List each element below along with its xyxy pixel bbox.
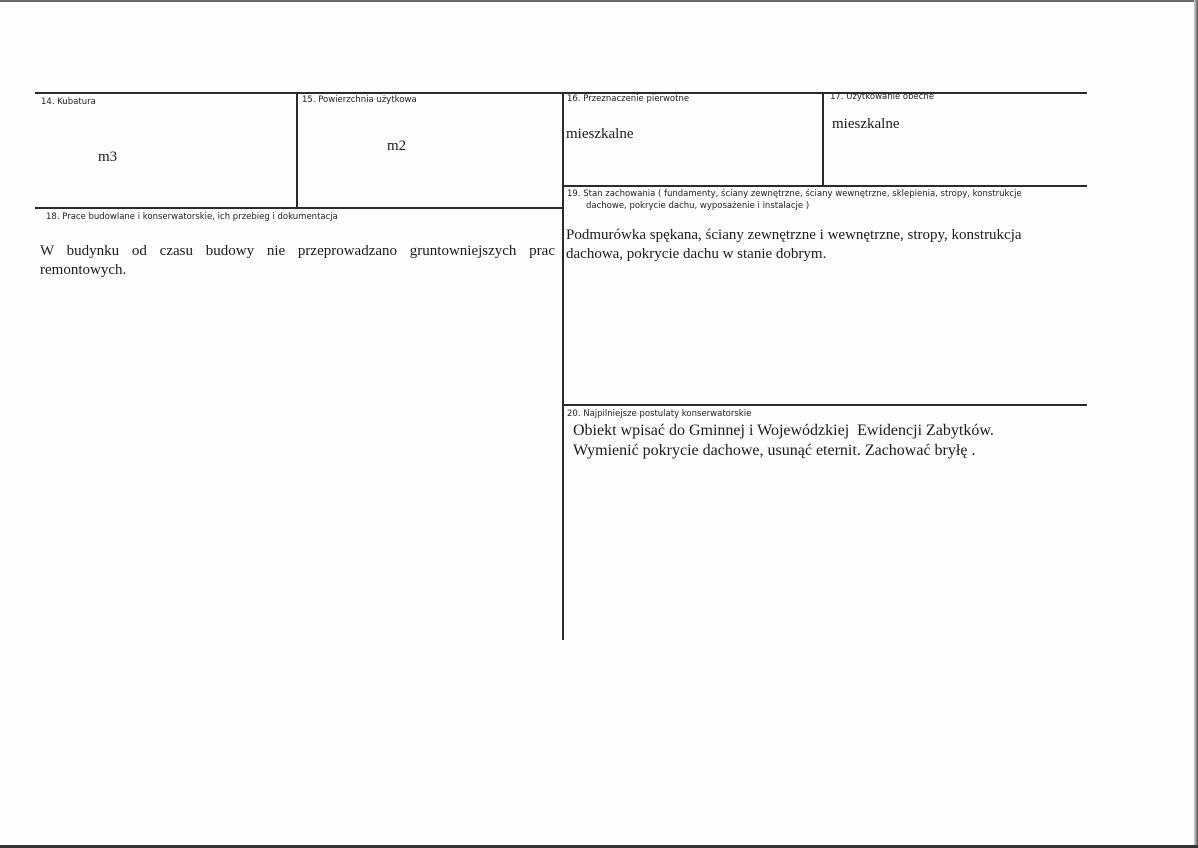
field-20-value-line1[interactable]: Obiekt wpisać do Gminnej i Wojewódzkiej Ewidencji Zabytków. [573, 422, 994, 439]
divider-row-left [35, 207, 563, 209]
field-15-value[interactable]: m2 [387, 138, 407, 154]
divider-14-15 [296, 92, 298, 208]
field-16-value[interactable]: mieszkalne [566, 126, 634, 142]
main-column-divider [562, 92, 564, 640]
field-18-label: 18. Prace budowlane i konserwatorskie, ich przebieg i dokumentacja [46, 212, 338, 222]
field-14-label: 14. Kubatura [41, 97, 96, 107]
field-18-value[interactable]: W budynku od czasu budowy nie przeprowadzano gruntowniejszych prac remontowych. [40, 243, 555, 278]
field-17-label: 17. Użytkowanie obecne [830, 92, 935, 102]
page-right-edge [1194, 0, 1198, 848]
field-19-label-line2: dachowe, pokrycie dachu, wyposażenie i instalacje ) [586, 201, 810, 211]
field-15-label: 15. Powierzchnia użytkowa [302, 95, 417, 105]
field-19-value[interactable]: Podmurówka spękana, ściany zewnętrzne i wewnętrzne, stropy, konstrukcja dachowa, pokrycie dachu w stanie dobrym. [566, 227, 1022, 262]
field-20-value-line2[interactable]: Wymienić pokrycie dachowe, usunąć eternit. Zachować bryłę . [573, 442, 976, 459]
divider-16-17 [822, 92, 824, 186]
field-16-label: 16. Przeznaczenie pierwotne [567, 94, 690, 104]
divider-19-20 [563, 404, 1087, 406]
divider-row-right [563, 185, 1087, 187]
field-14-value[interactable]: m3 [98, 149, 118, 165]
page-top-edge [0, 0, 1198, 2]
field-17-value[interactable]: mieszkalne [832, 116, 900, 132]
field-19-label-line1: 19. Stan zachowania ( fundamenty, ściany zewnętrzne, ściany wewnętrzne, sklepienia, stropy, konstrukcje [567, 189, 1022, 199]
field-20-label: 20. Najpilniejsze postulaty konserwatorskie [567, 409, 752, 419]
